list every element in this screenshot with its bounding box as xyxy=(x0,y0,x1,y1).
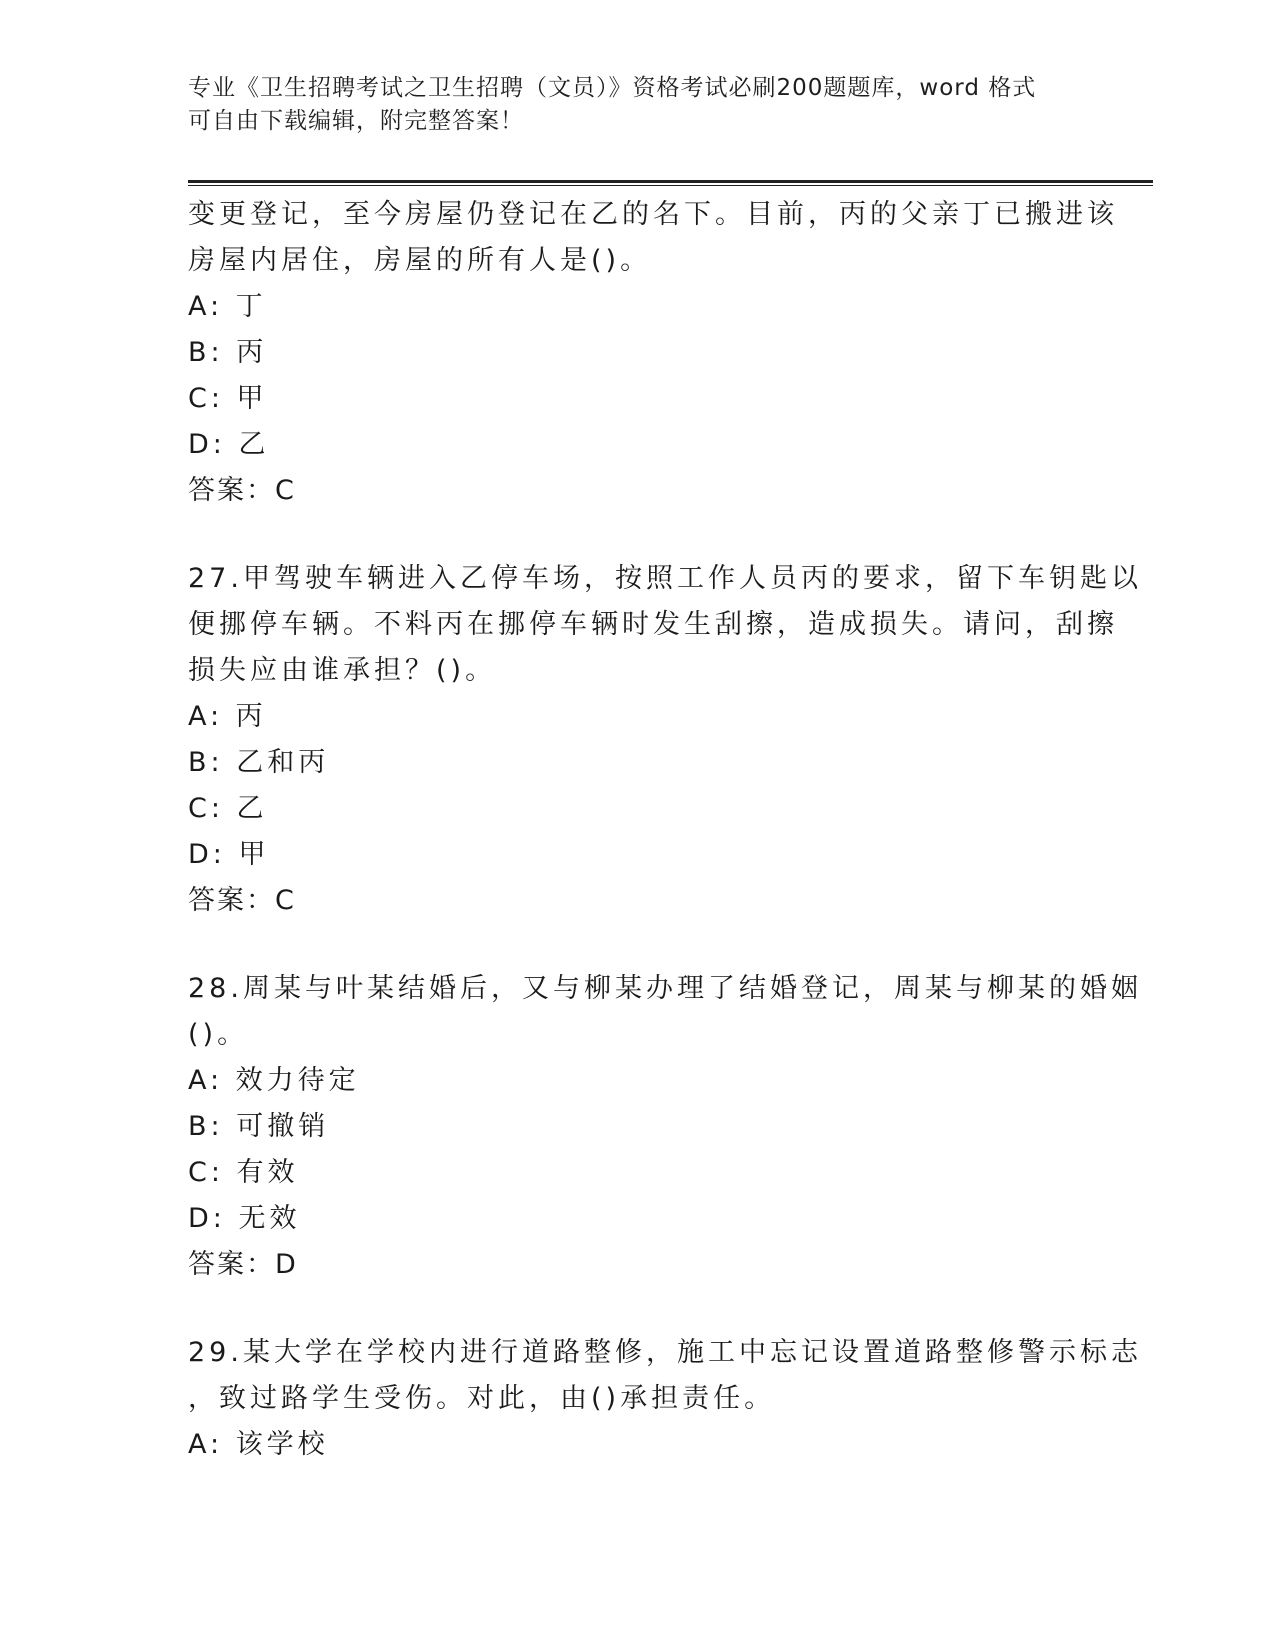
option-a: A: 丙 xyxy=(188,701,267,732)
question-text-line: 28.周某与叶某结婚后，又与柳某办理了结婚登记，周某与柳某的婚姻 xyxy=(188,973,1142,1004)
question-text-line: 27.甲驾驶车辆进入乙停车场，按照工作人员丙的要求，留下车钥匙以 xyxy=(188,563,1142,594)
document-header xyxy=(188,72,1088,138)
option-d: D: 乙 xyxy=(188,429,270,460)
option-c: C: 甲 xyxy=(188,383,268,414)
question-text-line: 便挪停车辆。不料丙在挪停车辆时发生刮擦，造成损失。请问，刮擦 xyxy=(188,609,1118,640)
option-b: B: 丙 xyxy=(188,337,268,368)
question-spacer xyxy=(188,1288,1108,1330)
question-29 xyxy=(188,1330,1142,1468)
question-28 xyxy=(188,966,1142,1288)
option-c: C: 乙 xyxy=(188,793,268,824)
option-b: B: 乙和丙 xyxy=(188,747,330,778)
question-list xyxy=(188,192,1142,1468)
question-spacer xyxy=(188,924,1108,966)
option-d: D: 无效 xyxy=(188,1203,301,1234)
answer-text: 答案：C xyxy=(188,475,296,506)
option-a: A: 该学校 xyxy=(188,1429,329,1460)
question-26 xyxy=(188,192,1118,514)
question-text-line: 变更登记，至今房屋仍登记在乙的名下。目前，丙的父亲丁已搬进该 xyxy=(188,199,1118,230)
option-b: B: 可撤销 xyxy=(188,1111,330,1142)
question-text-line: 房屋内居住，房屋的所有人是()。 xyxy=(188,245,652,276)
header-line-2: 可自由下载编辑，附完整答案！ xyxy=(188,108,524,134)
header-line-1: 专业《卫生招聘考试之卫生招聘（文员）》资格考试必刷200题题库，word 格式 xyxy=(188,75,1037,101)
header-divider-thin xyxy=(188,185,1153,186)
option-a: A: 丁 xyxy=(188,291,267,322)
answer-text: 答案：C xyxy=(188,885,296,916)
option-c: C: 有效 xyxy=(188,1157,299,1188)
question-text-line: ，致过路学生受伤。对此，由()承担责任。 xyxy=(188,1383,776,1414)
question-spacer xyxy=(188,514,1108,556)
header-divider-thick xyxy=(188,180,1153,183)
question-text-line: 29.某大学在学校内进行道路整修，施工中忘记设置道路整修警示标志 xyxy=(188,1337,1142,1368)
option-a: A: 效力待定 xyxy=(188,1065,360,1096)
question-text-line: 损失应由谁承担？()。 xyxy=(188,655,497,686)
option-d: D: 甲 xyxy=(188,839,270,870)
question-text-line: ()。 xyxy=(188,1019,249,1050)
question-27 xyxy=(188,556,1142,924)
answer-text: 答案：D xyxy=(188,1249,298,1280)
